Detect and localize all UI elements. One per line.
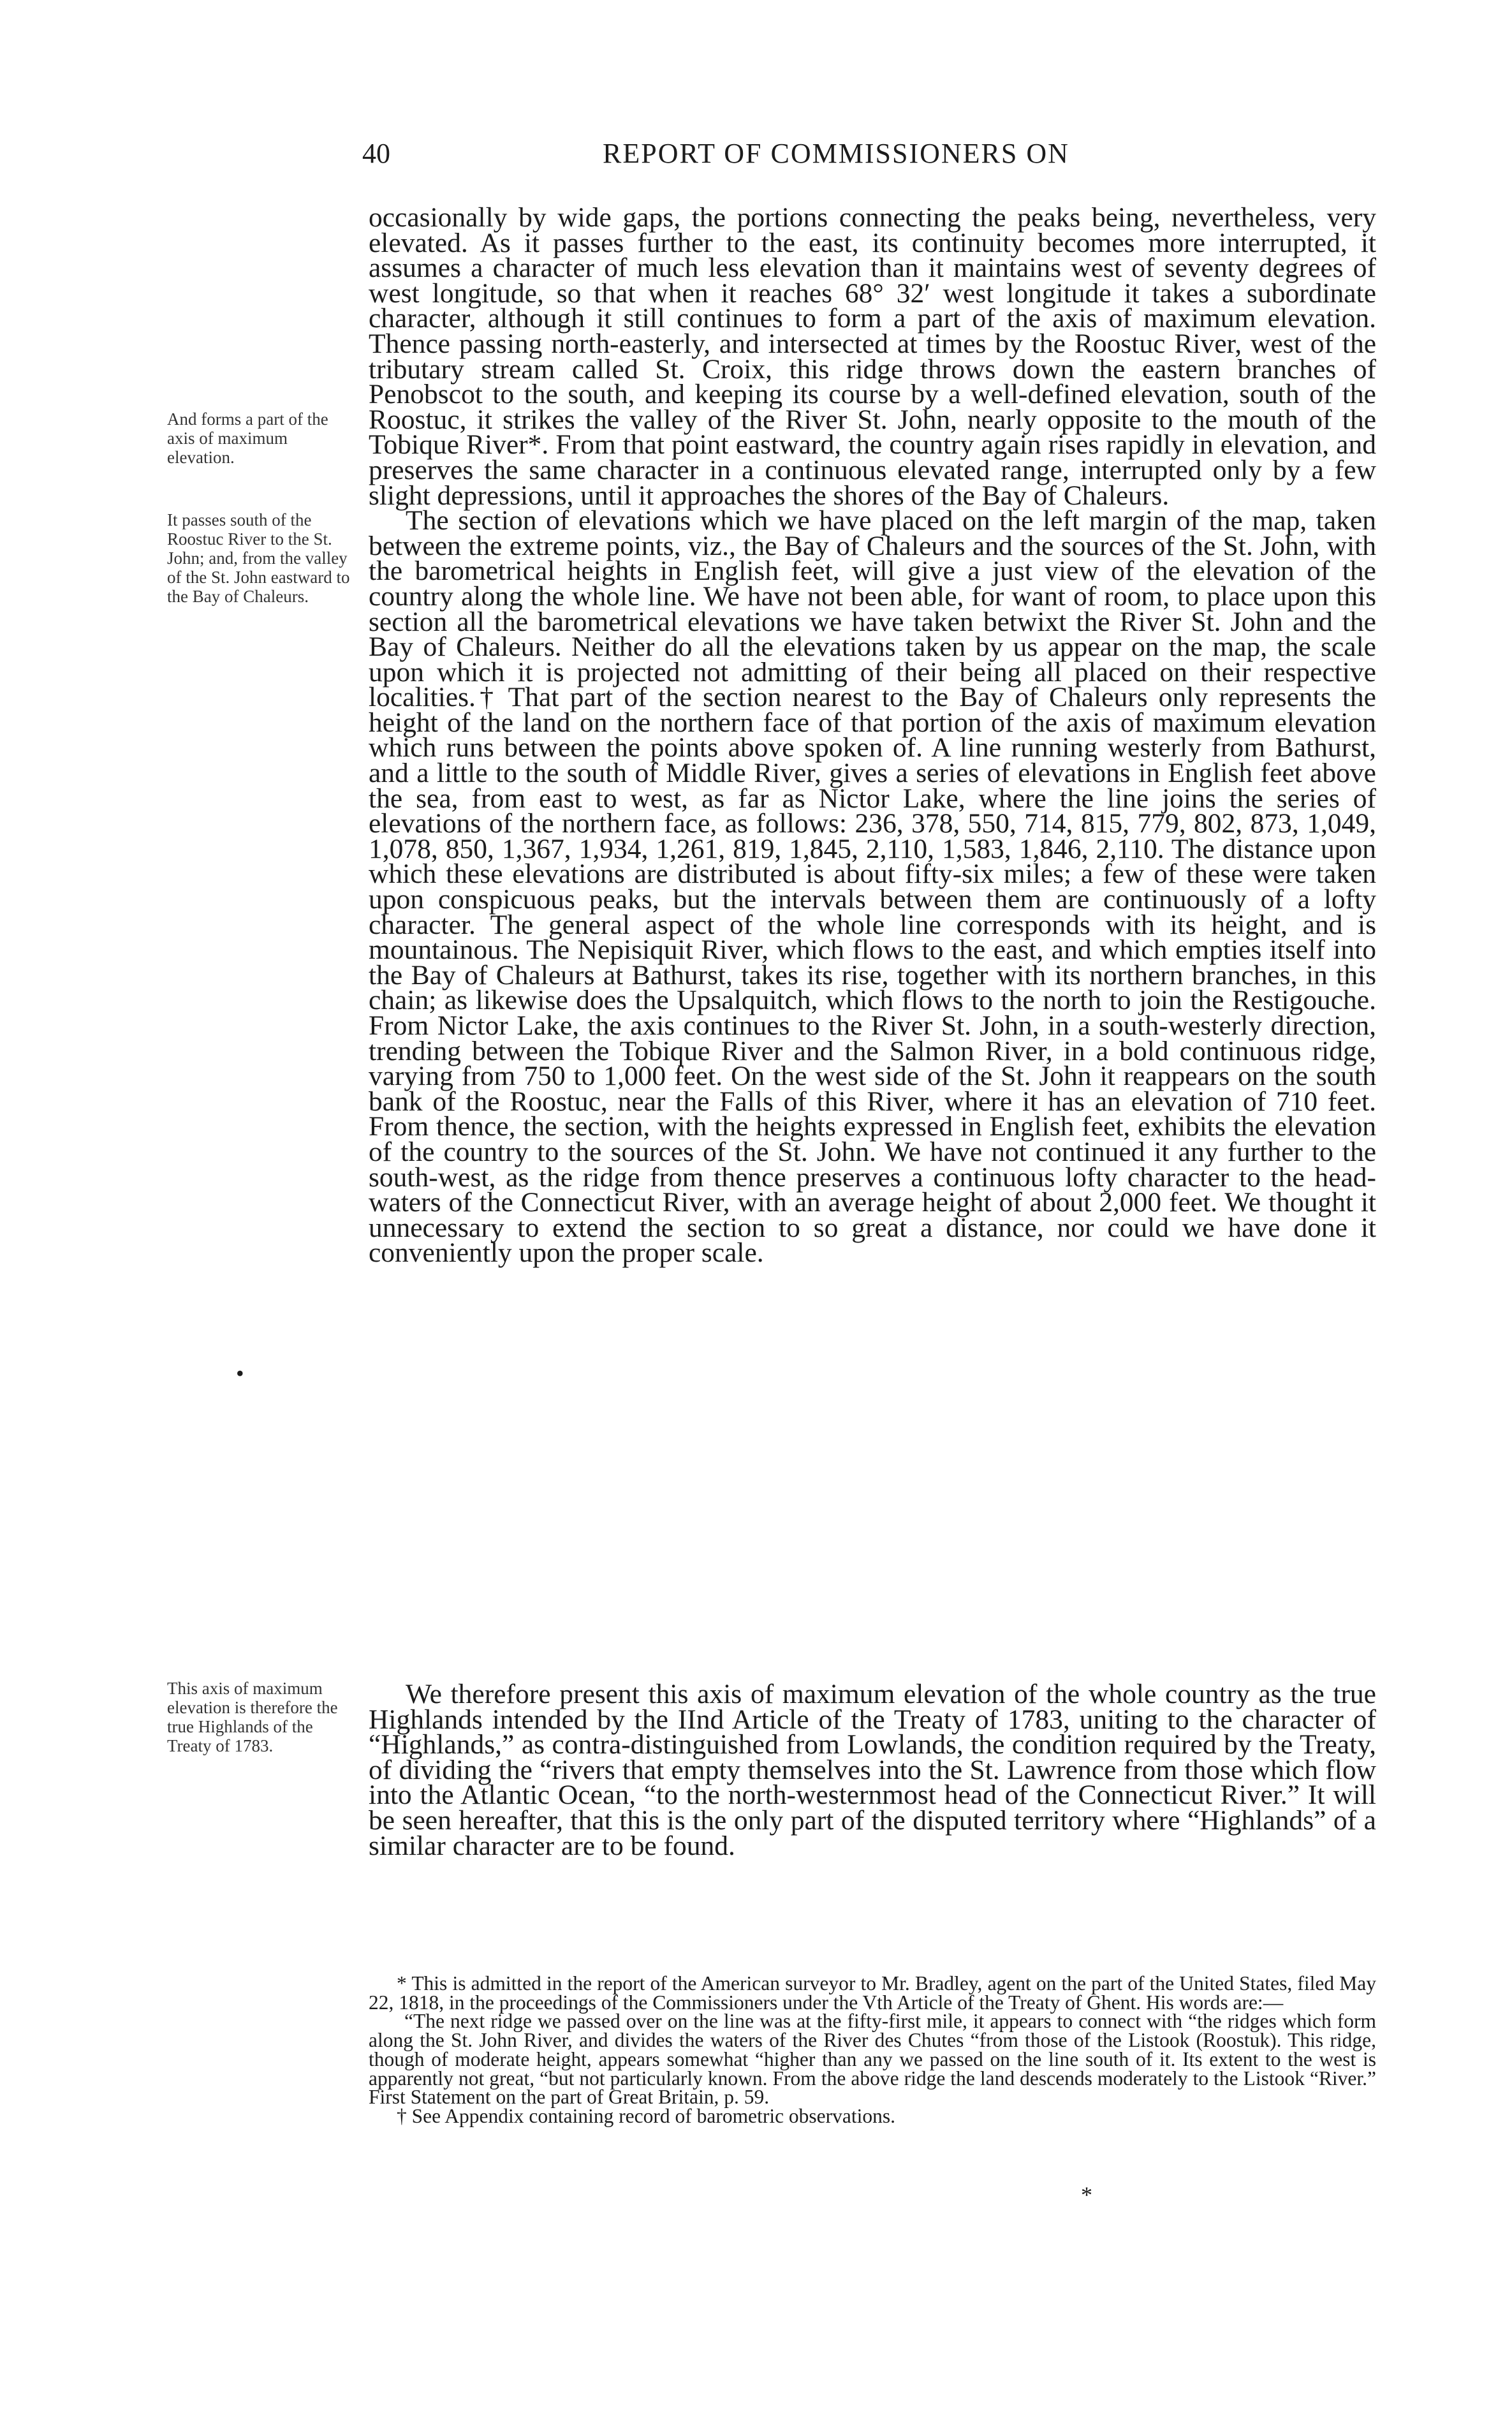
- running-head: REPORT OF COMMISSIONERS ON: [603, 138, 1069, 169]
- footnote-asterisk: * This is admitted in the report of the American surveyor to Mr. Bradley, agent on the part of the United States, filed May 22, 1818, in the proceedings of the Commissioners under the Vth Article of the Treaty of Ghent. His words are:—: [369, 1972, 1376, 2014]
- margin-note-axis: And forms a part of the axis of maximum elevation.: [167, 409, 328, 467]
- footnote-quotation: “The next ridge we passed over on the line was at the fifty-first mile, it appears to connect with “the ridges which form along the St. John River, and divides the waters of the River des Chutes “from those of the Listook (Roostuk). This ridge, though of moderate height, appears somewhat “higher than any we passed on the line south of it. Its extent to the west is apparently not great, “but not particularly known. From the above ridge the land descends moderately to the Listook “River.” First Statement on the part of Great Britain, p. 59.: [369, 2010, 1376, 2109]
- footnote-dagger: † See Appendix containing record of barometric observations.: [397, 2104, 896, 2127]
- footnotes: [369, 1974, 1376, 2126]
- bottom-asterisk-mark: *: [1081, 2182, 1092, 2208]
- body-text-conclusion: [369, 1679, 1376, 1861]
- margin-note-roostuc: It passes south of the Roostuc River to the St. John; and, from the valley of the St. John eastward to the Bay of Chaleurs.: [167, 510, 350, 606]
- margin-bullet-mark: •: [236, 1360, 244, 1386]
- body-text: [369, 202, 1376, 1269]
- page-header: [0, 137, 1512, 175]
- page-number: 40: [362, 138, 390, 169]
- paragraph-axis-continuation: occasionally by wide gaps, the portions connecting the peaks being, nevertheless, very elevated. As it passes further to the east, its continuity becomes more interrupted, it assumes a character of much less elevation than it maintains west of seventy degrees of west longitude, so that when it reaches 68° 32′ west longitude it takes a subordinate character, although it still continues to form a part of the axis of maximum elevation. Thence passing north-easterly, and intersected at times by the Roostuc River, west of the tributary stream called St. Croix, this ridge throws down the eastern branches of Penobscot to the south, and keeping its course by a well-defined elevation, south of the Roostuc, it strikes the valley of the River St. John, nearly opposite to the mouth of the Tobique River*. From that point eastward, the country again rises rapidly in elevation, and preserves the same character in a continuous elevated range, interrupted only by a few slight depressions, until it approaches the shores of the Bay of Chaleurs.: [369, 202, 1376, 511]
- margin-note-highlands: This axis of maximum elevation is therefore the true Highlands of the Treaty of 1783.: [167, 1679, 338, 1755]
- paragraph-true-highlands: We therefore present this axis of maximum elevation of the whole country as the true Highlands intended by the IInd Article of the Treaty of 1783, uniting to the character of “Highlands,” as contra-distinguished from Lowlands, the condition required by the Treaty, of dividing the “rivers that empty themselves into the St. Lawrence from those which flow into the Atlantic Ocean, “to the north-westernmost head of the Connecticut River.” It will be seen hereafter, that this is the only part of the disputed territory where “Highlands” of a similar character are to be found.: [369, 1679, 1376, 1861]
- paragraph-section-elevations: The section of elevations which we have placed on the left margin of the map, taken between the extreme points, viz., the Bay of Chaleurs and the sources of the St. John, with the barometrical heights in English feet, will give a just view of the elevation of the country along the whole line. We have not been able, for want of room, to place upon this section all the barometrical elevations we have taken betwixt the River St. John and the Bay of Chaleurs. Neither do all the elevations taken by us appear on the map, the scale upon which it is projected not admitting of their being all placed on their respective localities.† That part of the section nearest to the Bay of Chaleurs only represents the height of the land on the northern face of that portion of the axis of maximum elevation which runs between the points above spoken of. A line running westerly from Bathurst, and a little to the south of Middle River, gives a series of elevations in English feet above the sea, from east to west, as far as Nictor Lake, where the line joins the series of elevations of the northern face, as follows: 236, 378, 550, 714, 815, 779, 802, 873, 1,049, 1,078, 850, 1,367, 1,934, 1,261, 819, 1,845, 2,110, 1,583, 1,846, 2,110. The distance upon which these elevations are distributed is about fifty-six miles; a few of these were taken upon conspicuous peaks, but the intervals between them are continuously of a lofty character. The general aspect of the whole line corresponds with its height, and is mountainous. The Nepisiquit River, which flows to the east, and which empties itself into the Bay of Chaleurs at Bathurst, takes its rise, together with its northern branches, in this chain; as likewise does the Upsalquitch, which flows to the north to join the Restigouche. From Nictor Lake, the axis continues to the River St. John, in a south-westerly direction, trending between the Tobique River and the Salmon River, in a bold continuous ridge, varying from 750 to 1,000 feet. On the west side of the St. John it reappears on the south bank of the Roostuc, near the Falls of this River, where it has an elevation of 710 feet. From thence, the section, with the heights expressed in English feet, exhibits the elevation of the country to the sources of the St. John. We have not continued it any further to the south-west, as the ridge from thence preserves a continuous lofty character to the head-waters of the Connecticut River, with an average height of about 2,000 feet. We thought it unnecessary to extend the section to so great a distance, nor could we have done it conveniently upon the proper scale.: [369, 505, 1376, 1269]
